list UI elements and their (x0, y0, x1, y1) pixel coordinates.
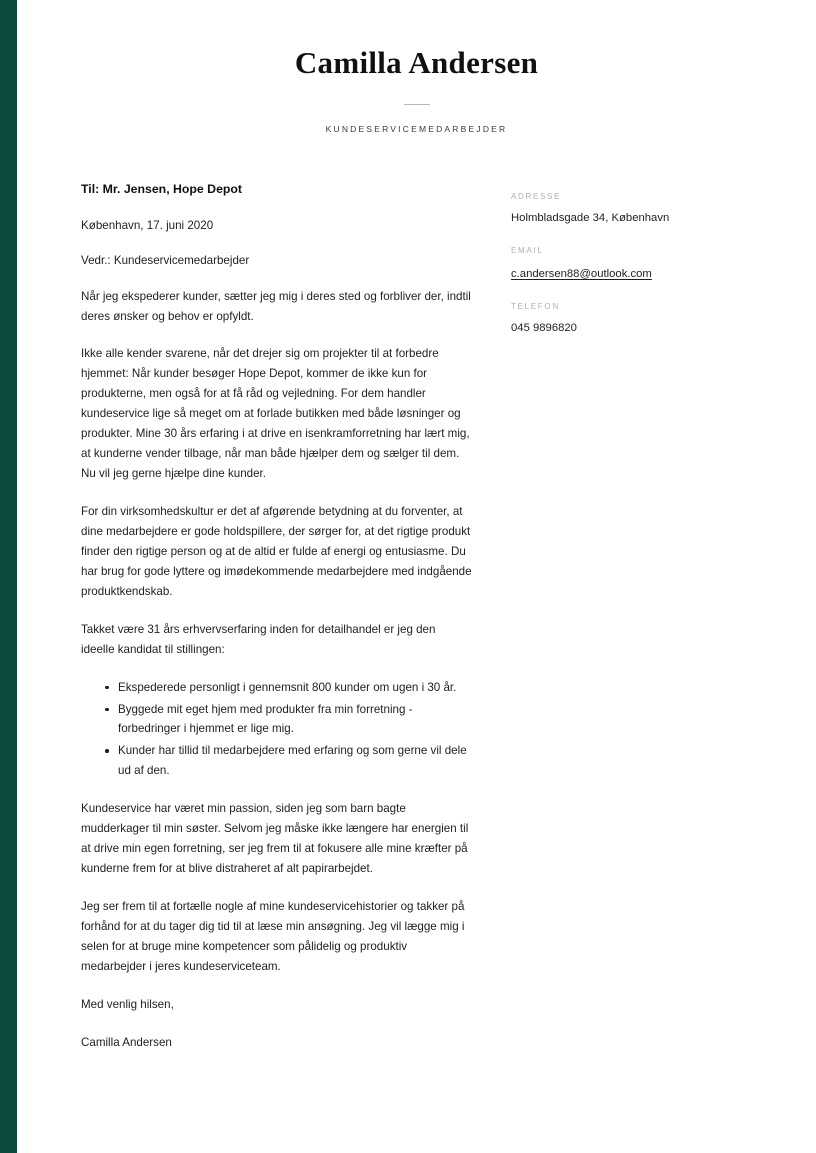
contact-block-email (511, 246, 748, 283)
address-value: Holmbladsgade 34, København (511, 212, 670, 225)
letter-paragraph: Ikke alle kender svarene, når det drejer sig om projekter til at forbedre hjemmet: Når kunder besøger Hope Depot, kommer de ikke kun for produkterne, men også for at få råd og vejledning. For dem handler kundeservice lige så meget om at forlade butikken med både løsninger og produkter. Mine 30 års erfaring i at drive en isenkramforretning har lært mig, at kunderne vender tilbage, når man både hjælper dem og sælger til dem. Nu vil jeg gerne hjælpe dine kunder. (81, 347, 470, 481)
job-title: KUNDESERVICEMEDARBEJDER (325, 124, 508, 135)
address-label: ADRESSE (511, 192, 562, 202)
email-link[interactable]: c.andersen88@outlook.com (511, 268, 652, 281)
accent-side-bar (0, 0, 17, 1153)
letter-body (17, 180, 472, 1052)
phone-value: 045 9896820 (511, 322, 577, 335)
sign-off-line: Med venlig hilsen, (81, 997, 174, 1011)
letter-paragraph: For din virksomhedskultur er det af afgørende betydning at du forventer, at dine medarbejdere er gode holdspillere, der sørger for, at det rigtige produkt finder den rigtige person og at de altid er fulde af energi og entusiasme. Du har brug for gode lyttere og imødekommende medarbejdere med indgående produktkendskab. (81, 505, 472, 598)
page-title: Camilla Andersen (294, 45, 539, 80)
achievement-list (81, 678, 472, 782)
signature-name: Camilla Andersen (81, 1035, 172, 1049)
contact-block-address (511, 192, 748, 227)
list-item: Kunder har tillid til medarbejdere med erfaring og som gerne vil dele ud af den. (105, 741, 472, 781)
contact-block-phone (511, 302, 748, 337)
letter-paragraph: Kundeservice har været min passion, siden jeg som barn bagte mudderkager til min søster. Selvom jeg måske ikke længere har energien til at drive min egen forretning, ser jeg frem til at fokusere alle mine kræfter på kunderne frem for at blive distraheret af alt papirarbejdet. (81, 802, 469, 876)
letter-header (17, 0, 816, 134)
list-item: Byggede mit eget hjem med produkter fra min forretning - forbedringer i hjemmet er lige mig. (105, 700, 472, 740)
recipient-line: Til: Mr. Jensen, Hope Depot (81, 182, 243, 197)
phone-label: TELEFON (511, 302, 560, 312)
list-item: Ekspederede personligt i gennemsnit 800 kunder om ugen i 30 år. (105, 678, 472, 698)
letter-paragraph: Jeg ser frem til at fortælle nogle af mine kundeservicehistorier og takker på forhånd for at du tager dig tid til at læse min ansøgning. Jeg vil lægge mig i selen for at bruge mine kompetencer som pålidelig og produktiv medarbejder i jeres kundeserviceteam. (81, 900, 465, 973)
contact-sidebar (472, 180, 748, 356)
email-label: EMAIL (511, 246, 544, 256)
header-divider (404, 104, 430, 105)
body-columns (17, 134, 816, 1052)
page-content (17, 0, 816, 1153)
letter-paragraph: Takket være 31 års erhvervserfaring inden for detailhandel er jeg den ideelle kandidat til stillingen: (81, 622, 436, 656)
letter-paragraph: Når jeg ekspederer kunder, sætter jeg mig i deres sted og forbliver der, indtil deres ønsker og behov er opfyldt. (81, 289, 471, 323)
place-date-line: København, 17. juni 2020 (81, 218, 214, 232)
subject-line: Vedr.: Kundeservicemedarbejder (81, 253, 250, 267)
